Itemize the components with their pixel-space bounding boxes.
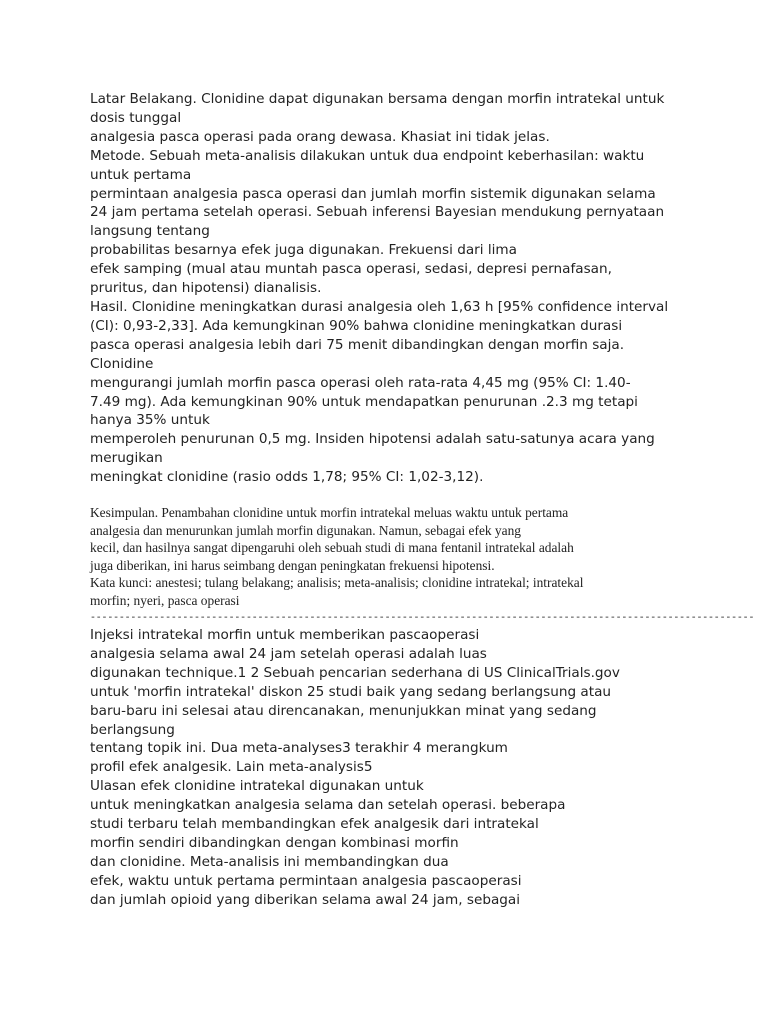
separator-line: ------------------------------------------------------------------------------------------------------------------- bbox=[90, 612, 755, 623]
intro-line: untuk meningkatkan analgesia selama dan setelah operasi. beberapa bbox=[90, 797, 566, 814]
abstract-line: Latar Belakang. Clonidine dapat digunakan bersama dengan morfin intratekal untuk bbox=[90, 91, 665, 107]
abstract-line: Metode. Sebuah meta-analisis dilakukan untuk dua endpoint keberhasilan: waktu bbox=[90, 147, 645, 164]
abstract-line: untuk pertama bbox=[90, 166, 192, 183]
abstract-line: (CI): 0,93-2,33]. Ada kemungkinan 90% bahwa clonidine meningkatkan durasi bbox=[90, 317, 623, 334]
conclusion-line: Kesimpulan. Penambahan clonidine untuk morfin intratekal meluas waktu untuk pertama bbox=[90, 505, 569, 520]
abstract-line: analgesia pasca operasi pada orang dewasa. Khasiat ini tidak jelas. bbox=[90, 128, 550, 145]
conclusion-section bbox=[90, 504, 690, 609]
abstract-line: memperoleh penurunan 0,5 mg. Insiden hipotensi adalah satu-satunya acara yang bbox=[90, 431, 655, 448]
intro-line: tentang topik ini. Dua meta-analyses3 terakhir 4 merangkum bbox=[90, 740, 508, 757]
intro-line: profil efek analgesik. Lain meta-analysis5 bbox=[90, 759, 373, 776]
conclusion-line: analgesia dan menurunkan jumlah morfin digunakan. Namun, sebagai efek yang bbox=[90, 522, 521, 538]
abstract-line: merugikan bbox=[90, 450, 163, 467]
abstract-line: 7.49 mg). Ada kemungkinan 90% untuk mendapatkan penurunan .2.3 mg tetapi bbox=[90, 393, 638, 410]
dashed-separator bbox=[90, 611, 755, 625]
intro-line: digunakan technique.1 2 Sebuah pencarian sederhana di US ClinicalTrials.gov bbox=[90, 664, 620, 681]
intro-line: untuk 'morfin intratekal' diskon 25 studi baik yang sedang berlangsung atau bbox=[90, 683, 612, 700]
keywords-line: morfin; nyeri, pasca operasi bbox=[90, 592, 240, 608]
intro-line: Injeksi intratekal morfin untuk memberikan pascaoperasi bbox=[90, 627, 480, 643]
abstract-line: meningkat clonidine (rasio odds 1,78; 95% CI: 1,02-3,12). bbox=[90, 469, 484, 486]
abstract-line: Clonidine bbox=[90, 355, 154, 372]
intro-line: dan jumlah opioid yang diberikan selama awal 24 jam, sebagai bbox=[90, 891, 521, 908]
abstract-line: langsung tentang bbox=[90, 223, 210, 240]
abstract-line: mengurangi jumlah morfin pasca operasi oleh rata-rata 4,45 mg (95% CI: 1.40- bbox=[90, 374, 631, 391]
abstract-line: pruritus, dan hipotensi) dianalisis. bbox=[90, 280, 322, 297]
abstract-line: Hasil. Clonidine meningkatkan durasi analgesia oleh 1,63 h [95% confidence interval bbox=[90, 298, 669, 315]
intro-line: morfin sendiri dibandingkan dengan kombinasi morfin bbox=[90, 834, 459, 851]
abstract-section bbox=[90, 90, 690, 487]
conclusion-line: kecil, dan hasilnya sangat dipengaruhi oleh sebuah studi di mana fentanil intratekal adalah bbox=[90, 540, 574, 555]
intro-line: berlangsung bbox=[90, 721, 175, 738]
abstract-line: probabilitas besarnya efek juga digunakan. Frekuensi dari lima bbox=[90, 242, 517, 259]
conclusion-line: juga diberikan, ini harus seimbang dengan peningkatan frekuensi hipotensi. bbox=[90, 557, 495, 573]
introduction-section bbox=[90, 626, 690, 910]
intro-line: studi terbaru telah membandingkan efek analgesik dari intratekal bbox=[90, 816, 539, 833]
abstract-line: 24 jam pertama setelah operasi. Sebuah inferensi Bayesian mendukung pernyataan bbox=[90, 204, 665, 221]
abstract-line: hanya 35% untuk bbox=[90, 412, 210, 429]
abstract-line: efek samping (mual atau muntah pasca operasi, sedasi, depresi pernafasan, bbox=[90, 261, 612, 278]
intro-line: analgesia selama awal 24 jam setelah operasi adalah luas bbox=[90, 645, 487, 662]
abstract-line: dosis tunggal bbox=[90, 109, 182, 126]
intro-line: Ulasan efek clonidine intratekal digunakan untuk bbox=[90, 778, 424, 795]
abstract-line: permintaan analgesia pasca operasi dan jumlah morfin sistemik digunakan selama bbox=[90, 185, 656, 202]
intro-line: dan clonidine. Meta-analisis ini membandingkan dua bbox=[90, 853, 449, 870]
abstract-line: pasca operasi analgesia lebih dari 75 menit dibandingkan dengan morfin saja. bbox=[90, 336, 625, 353]
keywords-line: Kata kunci: anestesi; tulang belakang; analisis; meta-analisis; clonidine intratekal; intratekal bbox=[90, 575, 584, 590]
intro-line: baru-baru ini selesai atau direncanakan, menunjukkan minat yang sedang bbox=[90, 702, 597, 719]
intro-line: efek, waktu untuk pertama permintaan analgesia pascaoperasi bbox=[90, 872, 522, 889]
